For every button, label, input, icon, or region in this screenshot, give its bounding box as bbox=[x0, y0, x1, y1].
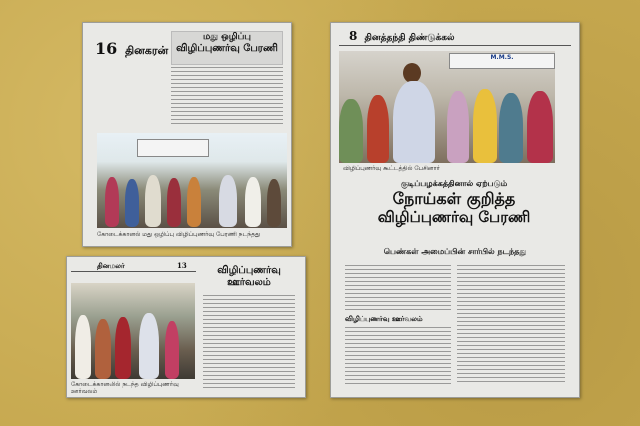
photo-caption: விழிப்புணர்வு கூட்டத்தில் பேசினார் bbox=[343, 165, 440, 172]
article-text-col1 bbox=[345, 265, 451, 313]
clipping-left-bottom bbox=[66, 256, 306, 398]
rally-photo bbox=[71, 283, 195, 379]
paper-name: தினகரன் bbox=[125, 44, 169, 57]
person bbox=[139, 313, 159, 379]
headline-line1: நோய்கள் குறித்த bbox=[392, 189, 516, 208]
masthead bbox=[95, 39, 168, 59]
headline-line2: விழிப்புணர்வு பேரணி bbox=[176, 43, 278, 54]
speaker-head bbox=[403, 63, 421, 83]
person bbox=[245, 177, 261, 227]
person bbox=[75, 315, 91, 379]
paper-name: தினமலர் bbox=[97, 261, 125, 270]
kicker: குடிப்பழக்கத்தினால் ஏற்படும் bbox=[400, 179, 508, 188]
person bbox=[367, 95, 389, 163]
person bbox=[447, 91, 469, 163]
rally-photo bbox=[97, 133, 287, 228]
headline bbox=[371, 179, 537, 245]
page-number: 13 bbox=[177, 261, 187, 270]
photo-banner bbox=[137, 139, 209, 157]
top-rule bbox=[339, 45, 571, 46]
page-number: 16 bbox=[95, 39, 118, 58]
paper-name: தினத்தந்தி திண்டுக்கல் bbox=[364, 33, 455, 43]
person bbox=[115, 317, 131, 379]
clipping-left-top bbox=[82, 22, 292, 247]
speaker bbox=[393, 81, 435, 163]
person bbox=[167, 178, 181, 227]
article-text-col2 bbox=[457, 265, 565, 385]
person bbox=[499, 93, 523, 163]
person bbox=[145, 175, 161, 227]
person bbox=[473, 89, 497, 163]
top-rule bbox=[71, 271, 196, 272]
section-heading: விழிப்புணர்வு ஊர்வலம் bbox=[345, 315, 423, 323]
person bbox=[165, 321, 179, 379]
headline-line1: மது ஒழிப்பு bbox=[203, 32, 251, 42]
article-text-col1-lower bbox=[345, 327, 451, 385]
article-text bbox=[171, 67, 283, 127]
photo-caption: கோடைக்கானலில் நடந்த விழிப்புணர்வு ஊர்வலம் bbox=[71, 381, 179, 395]
photo-banner bbox=[449, 53, 555, 69]
masthead bbox=[349, 29, 454, 44]
person bbox=[187, 177, 201, 227]
page-number: 8 bbox=[349, 29, 358, 43]
article-text bbox=[203, 295, 295, 389]
person bbox=[125, 179, 139, 227]
speaker-photo bbox=[339, 51, 555, 163]
photo-caption: கோடைக்கானல் மது ஒழிப்பு விழிப்புணர்வு பேரணி நடந்தது bbox=[97, 231, 261, 238]
clipping-right bbox=[330, 22, 580, 398]
subhead: பெண்கள் அமைப்பின் சார்பில் நடந்தது bbox=[383, 247, 527, 256]
person bbox=[267, 179, 281, 227]
headline bbox=[171, 31, 283, 65]
headline-line2: விழிப்புணர்வு பேரணி bbox=[377, 208, 531, 226]
headline-line2: ஊர்வலம் bbox=[227, 277, 271, 288]
headline-line1: விழிப்புணர்வு bbox=[217, 265, 281, 276]
person bbox=[219, 175, 237, 227]
person bbox=[527, 91, 553, 163]
person bbox=[339, 99, 363, 163]
banner-text: M.M.S. bbox=[490, 54, 514, 61]
person bbox=[95, 319, 111, 379]
person bbox=[105, 177, 119, 227]
headline bbox=[201, 265, 297, 291]
masthead bbox=[97, 261, 125, 271]
